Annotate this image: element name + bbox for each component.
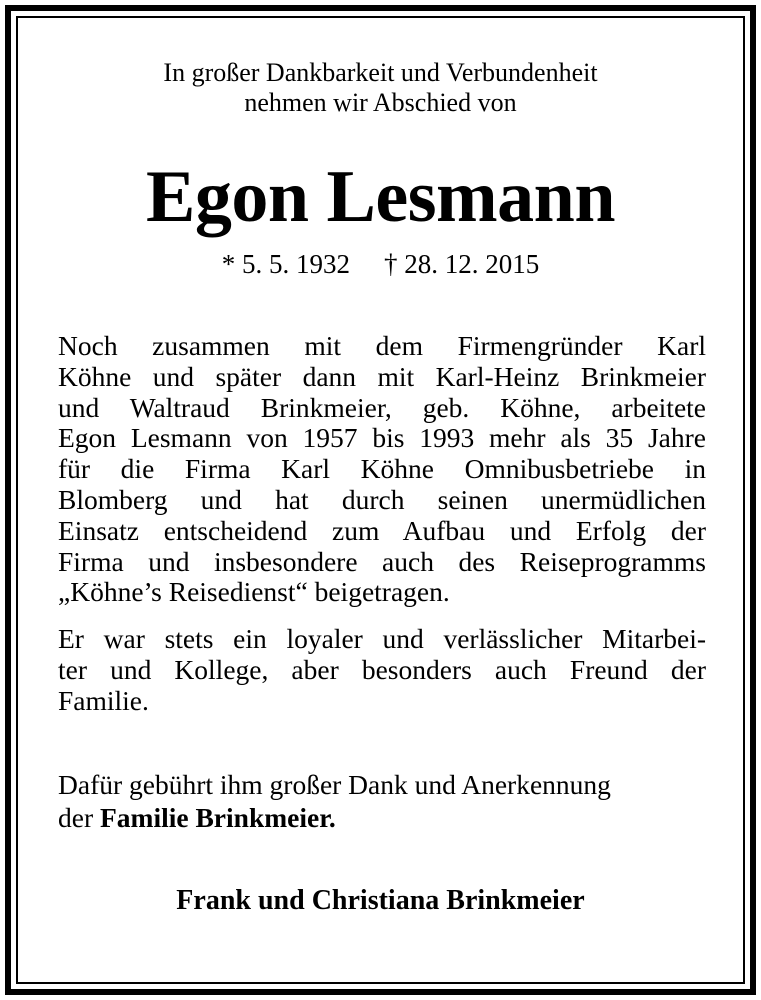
thanks-paragraph [58, 768, 706, 834]
text-line: Egon Lesmann von 1957 bis 1993 mehr als 35 Jahre [58, 422, 706, 454]
text-line: Noch zusammen mit dem Firmengründer Karl [58, 330, 706, 361]
text-line: für die Firma Karl Köhne Omnibusbetriebe in [58, 453, 706, 485]
text-line: Firma und insbesondere auch des Reiseprogramms [58, 545, 706, 577]
intro-line-1: In großer Dankbarkeit und Verbundenheit [163, 58, 598, 87]
death-date: † 28. 12. 2015 [384, 249, 540, 279]
paragraph-tribute [58, 331, 706, 608]
thanks-line-1: Dafür gebührt ihm großer Dank und Anerkennung [58, 769, 611, 800]
birth-date: * 5. 5. 1932 [221, 249, 350, 279]
text-line: und Waltraud Brinkmeier, geb. Köhne, arbeitete [58, 391, 706, 423]
text-line: Blomberg und hat durch seinen unermüdlichen [58, 483, 706, 515]
signature: Frank und Christiana Brinkmeier [176, 885, 585, 916]
intro-line-2: nehmen wir Abschied von [244, 88, 517, 117]
text-line: Köhne und später dann mit Karl-Heinz Brinkmeier [58, 360, 706, 392]
deceased-name: Egon Lesmann [146, 156, 615, 238]
paragraph-character [58, 624, 706, 716]
thanks-prefix: der [58, 802, 100, 833]
life-dates [0, 248, 761, 280]
text-line: „Köhne’s Reisedienst“ beigetragen. [58, 576, 450, 608]
text-line: Familie. [58, 684, 149, 716]
family-name-bold: Familie Brinkmeier. [100, 802, 336, 833]
thanks-line-2 [58, 801, 706, 834]
text-line: Er war stets ein loyaler und verlässlicher Mitarbei- [58, 623, 706, 654]
text-line: ter und Kollege, aber besonders auch Freund der [58, 653, 706, 685]
text-line: Einsatz entscheidend zum Aufbau und Erfolg der [58, 514, 706, 546]
